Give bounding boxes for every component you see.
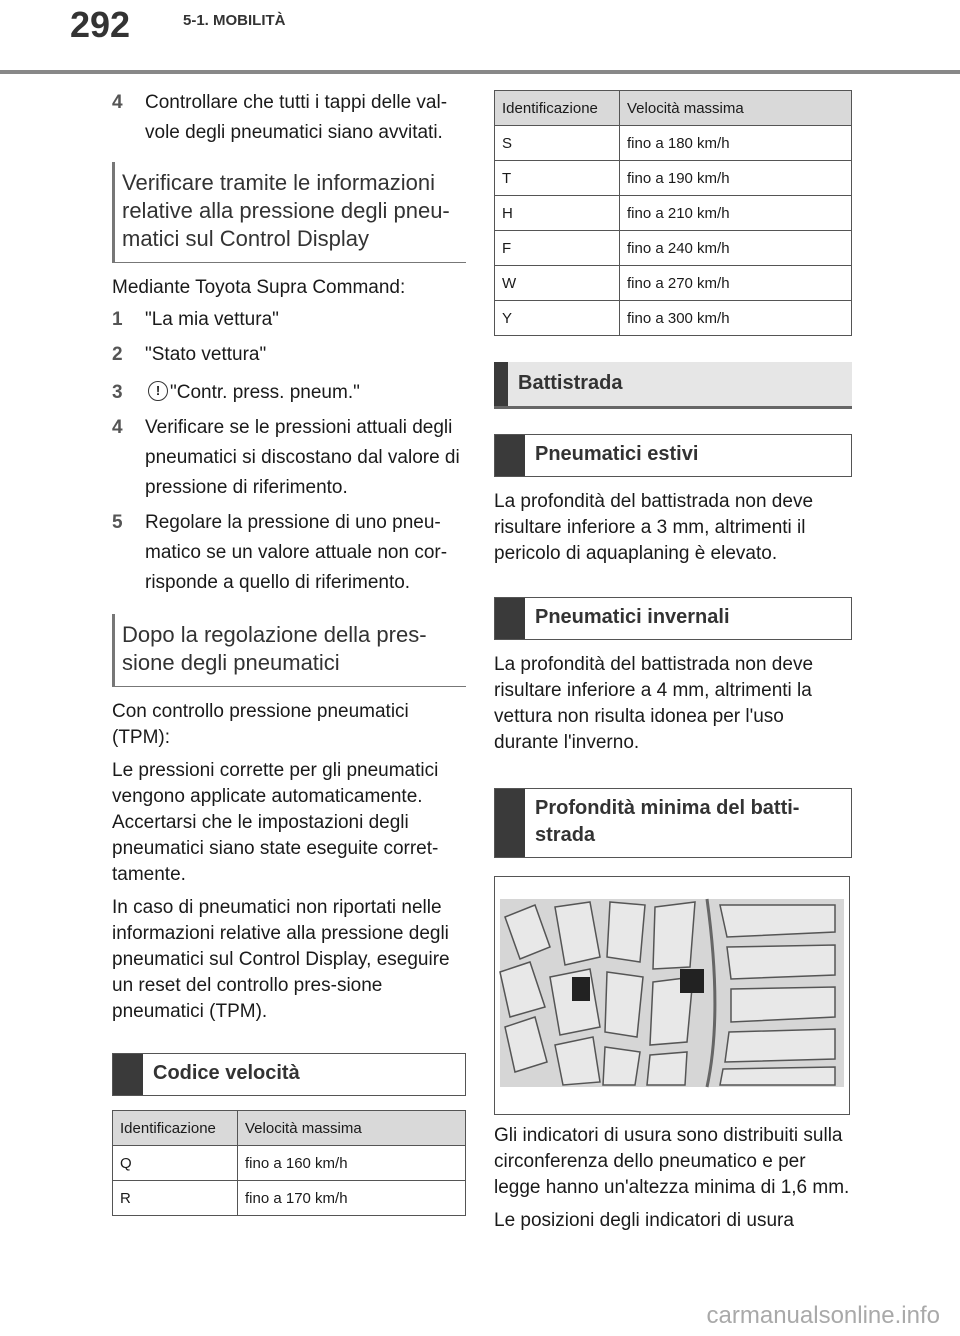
heading-label: Pneumatici invernali: [535, 606, 730, 628]
column-header: Identificazione: [495, 91, 620, 126]
heading-bar: [494, 362, 508, 406]
step-number: 5: [112, 512, 123, 533]
heading-label: Codice velocità: [153, 1062, 300, 1084]
step-text: Verificare se le pressioni attuali degli pneumatici si discostano dal valore di pressione di riferimento.: [145, 417, 460, 498]
heading-speed-code: [112, 1053, 466, 1096]
table-row: [113, 1146, 466, 1181]
section-title: 5-1. MOBILITÀ: [183, 12, 286, 29]
step-number: 4: [112, 92, 123, 113]
step-4-valve-caps: [112, 88, 466, 148]
step-text: Controllare che tutti i tappi delle val-vole degli pneumatici siano avvitati.: [145, 92, 448, 143]
heading-label: Profondità minima del batti-strada: [535, 797, 800, 846]
heading-bar: [113, 1054, 143, 1095]
speed-table-right: [494, 90, 852, 336]
table-row: [495, 301, 852, 336]
para-auto: Le pressioni corrette per gli pneumatici vengono applicate automaticamente. Accertarsi che le impostazioni degli pneumatici siano state eseguite corret-tamente.: [112, 760, 439, 885]
table-cell: W: [495, 266, 620, 301]
speed-table-left: [112, 1110, 466, 1216]
table-cell: fino a 210 km/h: [620, 196, 852, 231]
heading-winter-tires: [494, 597, 852, 640]
heading-summer-tires: [494, 434, 852, 477]
right-column: [494, 90, 852, 1241]
table-cell: fino a 190 km/h: [620, 161, 852, 196]
step-number: 3: [112, 382, 123, 403]
table-row: [495, 161, 852, 196]
table-header-row: [495, 91, 852, 126]
heading-tread: [494, 362, 852, 409]
table-row: [113, 1181, 466, 1216]
step-5: [112, 508, 466, 598]
table-cell: S: [495, 126, 620, 161]
table-row: [495, 126, 852, 161]
step-number: 4: [112, 417, 123, 438]
heading-label: Pneumatici estivi: [535, 443, 699, 465]
step-label: "Contr. press. pneum.": [170, 382, 360, 403]
table-header-row: [113, 1111, 466, 1146]
para-indicators: Gli indicatori di usura sono distribuiti sulla circonferenza dello pneumatico e per legge hanno un'altezza minima di 1,6 mm.: [494, 1125, 850, 1198]
table-cell: fino a 240 km/h: [620, 231, 852, 266]
heading-bar: [495, 435, 525, 476]
step-1: [112, 305, 466, 335]
table-cell: Y: [495, 301, 620, 336]
tread-wear-indicator-illustration: [494, 876, 850, 1115]
step-text: "Stato vettura": [145, 344, 267, 365]
table-row: [495, 231, 852, 266]
column-header: Identificazione: [113, 1111, 238, 1146]
table-cell: R: [113, 1181, 238, 1216]
para-tpm: Con controllo pressione pneumatici (TPM):: [112, 701, 409, 748]
table-cell: fino a 170 km/h: [238, 1181, 466, 1216]
step-number: 2: [112, 344, 123, 365]
para-reset: In caso di pneumatici non riportati nelle informazioni relative alla pressione degli pneumatici sul Control Display, eseguire un reset del controllo pres-sione pneumatici (TPM).: [112, 897, 450, 1022]
column-header: Velocità massima: [620, 91, 852, 126]
heading-after-adjust: Dopo la regolazione della pres-sione degli pneumatici: [112, 614, 466, 687]
para-winter: La profondità del battistrada non deve risultare inferiore a 4 mm, altrimenti la vettura non risulta idonea per l'uso durante l'inverno.: [494, 654, 814, 753]
table-cell: T: [495, 161, 620, 196]
heading-label: Battistrada: [518, 372, 623, 394]
step-text: Regolare la pressione di uno pneu-matico se un valore attuale non cor-risponde a quello di riferimento.: [145, 512, 448, 593]
left-column: [112, 88, 466, 1216]
table-cell: fino a 160 km/h: [238, 1146, 466, 1181]
header-rule: [0, 70, 960, 74]
step-number: 1: [112, 309, 123, 330]
table-cell: Q: [113, 1146, 238, 1181]
step-3: [112, 378, 466, 408]
heading-bar: [495, 789, 525, 857]
para-summer: La profondità del battistrada non deve risultare inferiore a 3 mm, altrimenti il pericolo di aquaplaning è elevato.: [494, 491, 814, 564]
table-cell: F: [495, 231, 620, 266]
heading-bar: [495, 598, 525, 639]
para-positions: Le posizioni degli indicatori di usura: [494, 1210, 794, 1231]
watermark: carmanualsonline.info: [706, 1302, 940, 1329]
table-cell: fino a 270 km/h: [620, 266, 852, 301]
step-2: [112, 340, 466, 370]
table-cell: H: [495, 196, 620, 231]
heading-min-depth: [494, 788, 852, 858]
tire-tread-drawing: [495, 877, 849, 1114]
table-row: [495, 196, 852, 231]
table-cell: fino a 300 km/h: [620, 301, 852, 336]
heading-control-display: Verificare tramite le informazioni relative alla pressione degli pneu-matici sul Control Display: [112, 162, 466, 263]
tire-pressure-warning-icon: !: [148, 381, 168, 401]
column-header: Velocità massima: [238, 1111, 466, 1146]
step-4: [112, 413, 466, 503]
step-text: [145, 378, 360, 408]
table-row: [495, 266, 852, 301]
page-number: 292: [70, 4, 131, 45]
step-text: "La mia vettura": [145, 309, 279, 330]
table-cell: fino a 180 km/h: [620, 126, 852, 161]
intro-command: Mediante Toyota Supra Command:: [112, 277, 406, 298]
